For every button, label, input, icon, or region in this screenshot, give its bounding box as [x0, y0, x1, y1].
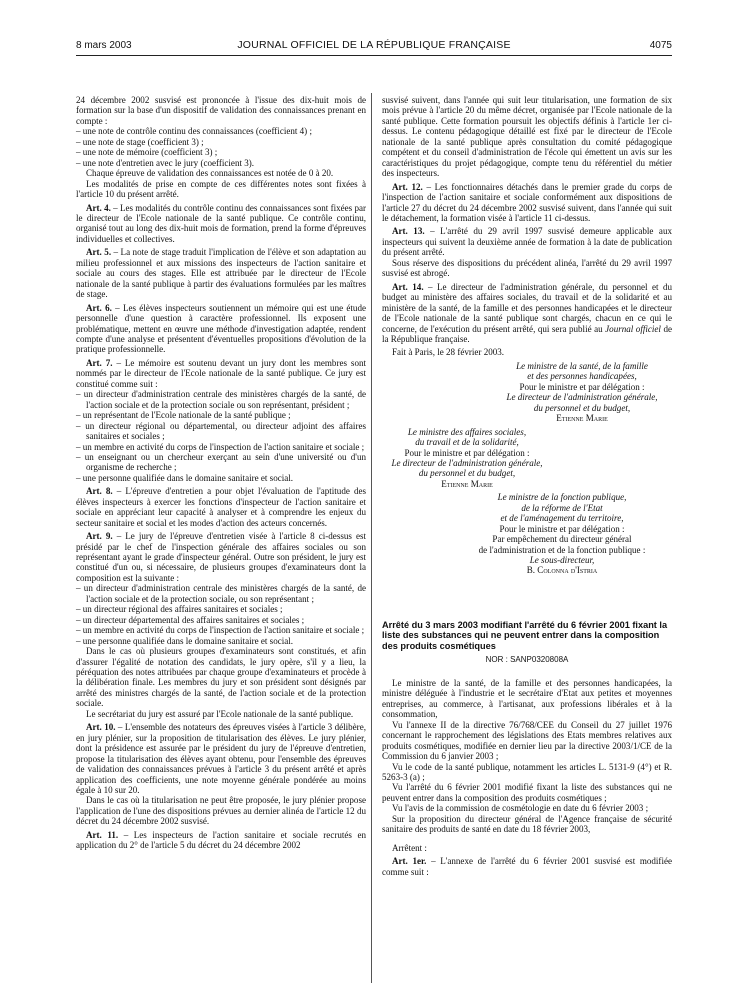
signature-block-1: [382, 361, 672, 424]
article-heading: Art. 13.: [392, 226, 425, 237]
list-item: – un directeur régional ou départemental, ou directeur adjoint des affaires sanitaires et sociales ;: [76, 420, 366, 442]
paragraph: Dans le cas où plusieurs groupes d'examinateurs sont constitués, et afin d'assurer l'égalité de notation des candidats, le jury opère, s'il y a lieu, la péréquation des notes attribuées par chaque groupe d'examinateurs et procède à la délibération finale. Les membres du jury et son président sont désignés par arrêté des ministres chargés de la santé, de l'action sociale et de la protection sociale.: [76, 646, 366, 709]
nor-reference: NOR : SANP0320808A: [485, 655, 569, 665]
article-text: – Le jury de l'épreuve d'entretien visée à l'article 8 ci-dessus est présidé par le chef de l'inspection générale des affaires sociales ou son représentant ayant le grade d'inspecteur général. Outre son président, le jury est constitué d'un ou, si nécessaire, de plusieurs groupes d'examinateurs dont la composition est la suivante :: [76, 531, 366, 583]
signature-line: Le directeur de l'administration générale,: [506, 392, 658, 403]
list-item: – une note de contrôle continu des connaissances (coefficient 4) ;: [76, 126, 312, 137]
signature-line: Le sous-directeur,: [529, 555, 595, 566]
article-text: – Le mémoire est soutenu devant un jury dont les membres sont nommés par le directeur de l'Ecole nationale de la santé publique. Ce jury est constitué comme suit :: [76, 357, 366, 389]
column-divider: [371, 93, 372, 983]
header-rule: [76, 55, 672, 56]
article-heading: Art. 11.: [86, 829, 119, 840]
paragraph: Dans le cas où la titularisation ne peut être proposée, le jury plénier propose l'application de l'une des dispositions prévues au dernier alinéa de l'article 12 du décret du 24 décembre 2002 susvisé.: [76, 795, 366, 827]
paragraph: Vu le code de la santé publique, notamment les articles L. 5131-9 (4°) et R. 5263-3 (a) ;: [382, 761, 672, 782]
signing-date: Fait à Paris, le 28 février 2003.: [392, 347, 505, 358]
article-1: [382, 856, 672, 877]
signature-block-2: [382, 427, 552, 490]
article-text: – L'épreuve d'entretien a pour objet l'évaluation de l'aptitude des élèves inspecteurs à exercer les fonctions d'inspecteur de l'action sanitaire et sociale en appréciant leur capacité à analyser et à comprendre les enjeux du secteur sanitaire et social et les modes d'action des acteurs concernés.: [76, 486, 367, 528]
signatory-name: Etienne Marie: [556, 413, 608, 424]
signature-line: Le ministre de la santé, de la famille: [516, 360, 648, 371]
left-column: [76, 95, 366, 851]
list-item: – une personne qualifiée dans le domaine sanitaire et social.: [76, 472, 294, 483]
article-heading: Art. 1er.: [392, 856, 427, 867]
list-item: – un représentant de l'Ecole nationale de la santé publique ;: [76, 410, 291, 421]
signature-line: et des personnes handicapées,: [527, 371, 637, 382]
article-text: – L'ensemble des notateurs des épreuves visées à l'article 3 délibère, en jury plénier, sur la proposition de titularisation des élèves. Le jury plénier, dont la présidence est assurée par le président du jury de l'épreuve d'entretien, propose la titularisation des élèves ayant obtenu, pour l'ensemble des épreuves de validation des connaissances prévues à l'article 3 du présent arrêté et après application des coefficients, une note moyenne générale pondérée au moins égale à 10 sur 20.: [76, 722, 366, 795]
list-item: – une personne qualifiée dans le domaine sanitaire et social.: [76, 635, 294, 646]
article-heading: Art. 4.: [86, 202, 111, 213]
article-text: – Les fonctionnaires détachés dans le premier grade du corps de l'inspection de l'action sanitaire et sociale conformément aux dispositions de l'article 27 du décret du 24 décembre 2002 susvisé suivent, dans l'année qui suit le détachement, la formation visée à l'article 11 ci-dessus.: [382, 181, 672, 223]
signature-block-3: [382, 492, 672, 576]
signature-line: de la réforme de l'Etat: [521, 502, 603, 513]
paragraph: Chaque épreuve de validation des connaissances est notée de 0 à 20.: [86, 168, 334, 179]
list-item: – un directeur départemental des affaires sanitaires et sociales ;: [76, 614, 305, 625]
page-header: [76, 34, 672, 52]
article-heading: Art. 5.: [86, 247, 112, 258]
article-10: [76, 722, 366, 795]
article-5: [76, 247, 366, 299]
decree-title: Arrêté du 3 mars 2003 modifiant l'arrêté du 6 février 2001 fixant la liste des substances qui ne peuvent entrer dans la composition des produits cosmétiques: [382, 619, 668, 651]
article-heading: Art. 12.: [392, 181, 423, 192]
journal-reference: Journal officiel: [605, 323, 661, 334]
journal-title: JOURNAL OFFICIEL DE LA RÉPUBLIQUE FRANÇAISE: [237, 39, 511, 51]
list-item: – un enseignant ou un chercheur exerçant au sein d'une université ou d'un organisme de recherche ;: [76, 451, 366, 473]
signature-line: du personnel et du budget,: [418, 468, 516, 479]
page-number: 4075: [649, 40, 672, 51]
article-8: [76, 486, 366, 528]
article-heading: Art. 8.: [86, 486, 113, 497]
signatory-name: Etienne Marie: [441, 478, 493, 489]
signature-line: du travail et de la solidarité,: [415, 437, 519, 448]
paragraph: Les modalités de prise en compte de ces différentes notes sont fixées à l'article 10 du présent arrêté.: [76, 178, 366, 200]
article-text: – Les inspecteurs de l'action sanitaire et sociale recrutés en application du 2° de l'article 5 du décret du 24 décembre 2002: [76, 829, 366, 851]
article-text: – La note de stage traduit l'implication de l'élève et son adaptation au milieu professionnel et aux missions des inspecteurs de l'action sanitaire et sociale au cours des stages. Elle est attribuée par le directeur de l'Ecole nationale de la santé publique à partir des évaluations formulées par les maîtres de stage.: [76, 247, 366, 300]
article-7: [76, 358, 366, 389]
paragraph: Vu l'annexe II de la directive 76/768/CEE du Conseil du 27 juillet 1976 concernant le rapprochement des législations des Etats membres relatives aux produits cosmétiques, modifiée en dernier lieu par la directive 2003/1/CE de la Commission du 6 janvier 2003 ;: [382, 719, 672, 762]
list-item: – une note de stage (coefficient 3) ;: [76, 136, 204, 147]
article-heading: Art. 14.: [392, 281, 424, 292]
article-14: [382, 282, 672, 345]
list-item: – un membre en activité du corps de l'inspection de l'action sanitaire et sociale ;: [76, 441, 365, 452]
paragraph: Vu l'avis de la commission de cosmétologie en date du 6 février 2003 ;: [392, 803, 649, 814]
signature-line: Le ministre de la fonction publique,: [497, 492, 627, 503]
signature-line: Pour le ministre et par délégation :: [499, 523, 625, 534]
article-heading: Art. 6.: [86, 302, 112, 313]
article-heading: Art. 9.: [86, 531, 113, 542]
list-item: – une note de mémoire (coefficient 3) ;: [76, 147, 218, 158]
list-item: – un directeur régional des affaires sanitaires et sociales ;: [76, 604, 283, 615]
signature-line: de l'administration et de la fonction publique :: [478, 544, 646, 555]
article-13: [382, 226, 672, 257]
article-6: [76, 303, 366, 355]
signatory-name: B. Colonna d'Istria: [526, 565, 598, 576]
article-text: de la République française.: [382, 323, 672, 344]
list-item: – un directeur d'administration centrale des ministères chargés de la santé, de l'action sociale et de la protection sociale ou son représentant, président ;: [76, 389, 366, 410]
arretent: Arrêtent :: [392, 842, 427, 853]
list-item: – un membre en activité du corps de l'inspection de l'action sanitaire et sociale ;: [76, 625, 365, 636]
article-11: [76, 830, 366, 851]
article-text: – Les élèves inspecteurs soutiennent un mémoire qui est une étude personnelle d'une question à caractère professionnel. Ils exposent une problématique, mettent en œuvre une méthode d'investigation adaptée, rendent compte d'une analyse et présentent d'éventuelles propositions d'évolution de la pratique professionnelle.: [76, 302, 366, 355]
article-9: [76, 531, 366, 583]
article-text: – L'annexe de l'arrêté du 6 février 2001 susvisé est modifiée comme suit :: [382, 856, 672, 877]
signature-line: Pour le ministre et par délégation :: [404, 447, 530, 458]
list-item: – une note d'entretien avec le jury (coefficient 3).: [76, 157, 255, 168]
signature-line: du personnel et du budget,: [533, 402, 631, 413]
list-item: – un directeur d'administration centrale des ministères chargés de la santé, de l'action sociale et de la protection sociale, ou son représentant ;: [76, 583, 366, 604]
paragraph: 24 décembre 2002 susvisé est prononcée à l'issue des dix-huit mois de formation sur la base d'un dispositif de validation des connaissances prenant en compte :: [76, 95, 366, 126]
paragraph: Vu l'arrêté du 6 février 2001 modifié fixant la liste des substances qui ne peuvent entrer dans la composition des produits cosmétiques ;: [382, 782, 672, 803]
signature-line: et de l'aménagement du territoire,: [500, 513, 624, 524]
signature-line: Pour le ministre et par délégation :: [519, 381, 645, 392]
paragraph: Sur la proposition du directeur général de l'Agence française de sécurité sanitaire des produits de santé en date du 18 février 2003,: [382, 813, 672, 835]
header-date: 8 mars 2003: [76, 40, 132, 51]
paragraph: susvisé suivent, dans l'année qui suit leur titularisation, une formation de six mois prévue à l'article 20 du même décret, organisée par l'Ecole nationale de la santé publique. Cette formation poursuit les objectifs définis à l'article 1er ci-dessus. Le contenu pédagogique détaillé est fixé par le directeur de l'Ecole nationale de la santé publique après consultation du comité pédagogique compétent et du conseil d'administration de l'école qui émettent un avis sur les caractéristiques du projet pédagogique, compte tenu du référentiel du métier des inspecteurs.: [382, 95, 672, 179]
paragraph: Sous réserve des dispositions du précédent alinéa, l'arrêté du 29 avril 1997 susvisé est abrogé.: [382, 257, 672, 279]
article-text: – Les modalités du contrôle continu des connaissances sont fixées par le directeur de l'Ecole nationale de la santé publique. Ce contrôle continu, organisé tout au long des dix-huit mois de formation, prend la forme d'épreuves individuelles et collectives.: [76, 202, 366, 244]
signature-line: Le ministre des affaires sociales,: [407, 426, 527, 437]
article-text: – L'arrêté du 29 avril 1997 susvisé demeure applicable aux inspecteurs qui suivent la deuxième année de formation à la date de publication du présent arrêté.: [382, 226, 672, 258]
signature-line: Par empêchement du directeur général: [492, 534, 632, 545]
paragraph: Le ministre de la santé, de la famille et des personnes handicapées, la ministre déléguée à l'industrie et le secrétaire d'Etat aux petites et moyennes entreprises, au commerce, à l'artisanat, aux professions libérales et à la consommation,: [382, 677, 672, 720]
paragraph: Le secrétariat du jury est assuré par l'Ecole nationale de la santé publique.: [86, 708, 354, 719]
right-column: [382, 95, 672, 877]
article-4: [76, 203, 366, 245]
article-heading: Art. 10.: [86, 722, 116, 733]
signature-line: Le directeur de l'administration générale,: [391, 457, 543, 468]
article-text: – Le directeur de l'administration générale, du personnel et du budget au ministère des affaires sociales, du travail et de la solidarité et au ministère de la santé, de la famille et des personnes handicapées et le directeur de l'Ecole nationale de la santé publique sont chargés, chacun en ce qui le concerne, de l'exécution du présent arrêté, qui sera publié au: [382, 281, 672, 334]
article-heading: Art. 7.: [86, 357, 113, 368]
article-12: [382, 182, 672, 224]
